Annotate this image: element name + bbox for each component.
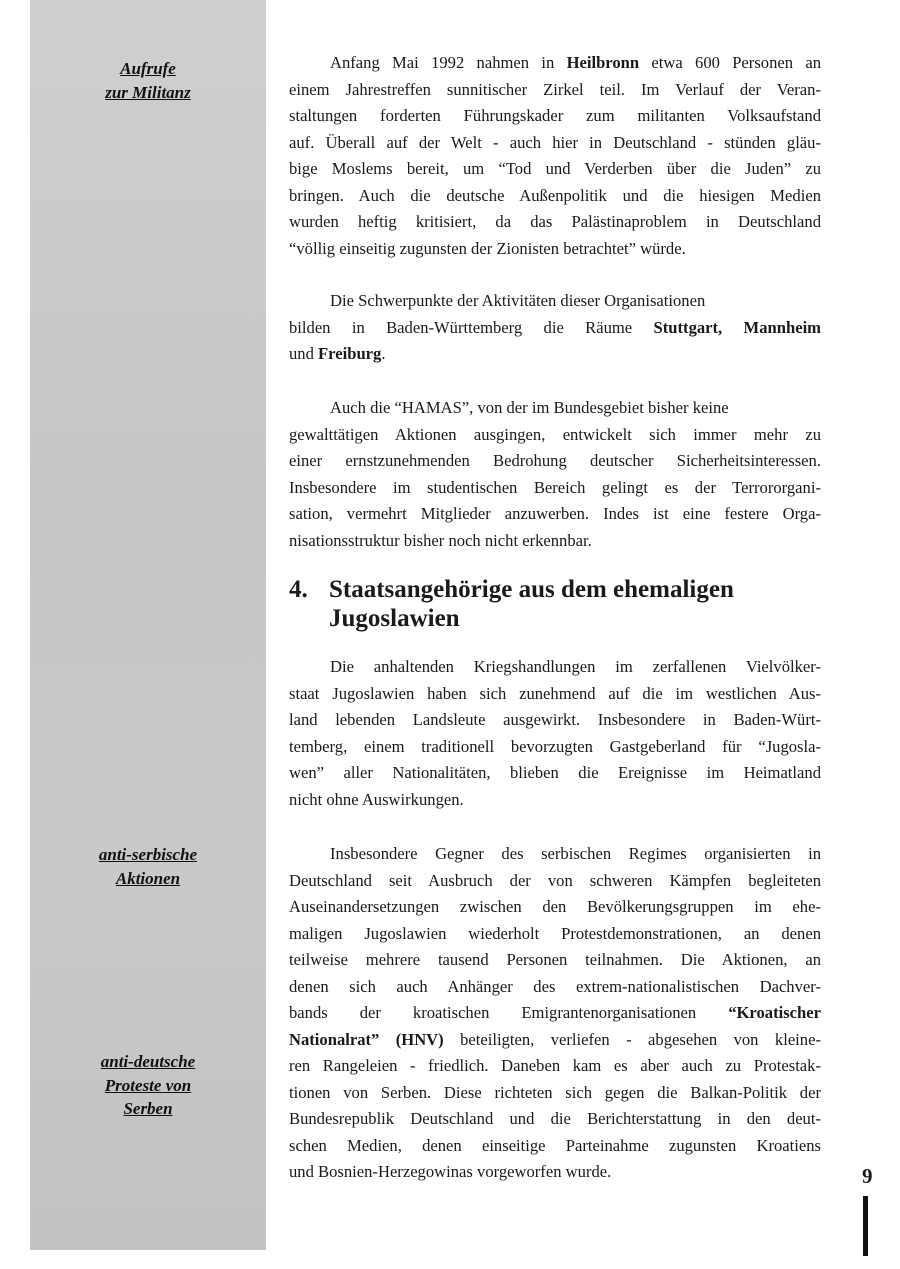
- text-line: und Freiburg.: [289, 344, 386, 363]
- text-line: tionen von Serben. Diese richteten sich gegen die Balkan-Politik der: [289, 1082, 821, 1102]
- paragraph-hamas: [289, 395, 821, 554]
- text-line: staat Jugoslawien haben sich zunehmend auf die im westlichen Aus-: [289, 683, 821, 703]
- text-line: bringen. Auch die deutsche Außenpolitik und die hiesigen Medien: [289, 185, 821, 205]
- text-line: einer ernstzunehmenden Bedrohung deutscher Sicherheitsinteressen.: [289, 451, 821, 470]
- margin-note-line: Serben: [123, 1099, 173, 1118]
- section-title-line: Jugoslawien: [329, 605, 460, 632]
- page-number: 9: [862, 1164, 873, 1188]
- section-heading: [289, 575, 829, 633]
- margin-note-anti-deutsche-proteste: [30, 1050, 266, 1121]
- text-line: nisationsstruktur bisher noch nicht erkennbar.: [289, 530, 592, 550]
- text-line: denen sich auch Anhänger des extrem-nationalistischen Dachver-: [289, 976, 821, 996]
- paragraph-gegner-regime: [289, 841, 821, 1186]
- section-title-line: Staatsangehörige aus dem ehemaligen: [329, 576, 734, 603]
- paragraph-kriegshandlungen: [289, 654, 821, 813]
- margin-note-line: anti-serbische: [98, 845, 198, 864]
- section-number: 4.: [289, 576, 308, 603]
- text-line: bilden in Baden-Württemberg die Räume Stuttgart, Mannheim: [289, 317, 821, 337]
- text-line: wurden heftig kritisiert, da das Palästinaproblem in Deutschland: [289, 212, 821, 231]
- text-line: Bundesrepublik Deutschland und die Berichterstattung in den deut-: [289, 1109, 821, 1128]
- text-line: teilweise mehrere tausend Personen teilnahmen. Die Aktionen, an: [289, 950, 821, 969]
- text-line: Auch die “HAMAS”, von der im Bundesgebiet bisher keine: [330, 398, 729, 417]
- text-line: schen Medien, denen einseitige Parteinahme zugunsten Kroatiens: [289, 1135, 821, 1155]
- text-line: sation, vermehrt Mitglieder anzuwerben. Indes ist eine festere Orga-: [289, 504, 821, 523]
- paragraph-heilbronn: [289, 50, 821, 262]
- text-line: einem Jahrestreffen sunnitischer Zirkel teil. Im Verlauf der Veran-: [289, 79, 821, 99]
- text-line: Auseinandersetzungen zwischen den Bevölkerungsgruppen im ehe-: [289, 897, 821, 916]
- text-line: und Bosnien-Herzegowinas vorgeworfen wurde.: [289, 1162, 612, 1181]
- text-line: Deutschland seit Ausbruch der von schweren Kämpfen begleiteten: [289, 870, 821, 890]
- text-line: bands der kroatischen Emigrantenorganisationen “Kroatischer: [289, 1003, 821, 1022]
- margin-note-line: Aktionen: [115, 868, 181, 888]
- text-line: ren Rangeleien - friedlich. Daneben kam es aber auch zu Protestak-: [289, 1056, 821, 1075]
- text-line: Insbesondere im studentischen Bereich gelingt es der Terrororgani-: [289, 477, 821, 497]
- text-line: wen” aller Nationalitäten, blieben die Ereignisse im Heimatland: [289, 763, 821, 782]
- edge-marker: [863, 1196, 868, 1256]
- text-line: land lebenden Landsleute ausgewirkt. Insbesondere in Baden-Würt-: [289, 710, 821, 729]
- text-line: Die anhaltenden Kriegshandlungen im zerfallenen Vielvölker-: [330, 657, 821, 676]
- text-line: auf. Überall auf der Welt - auch hier in Deutschland - stünden gläu-: [289, 132, 821, 152]
- margin-note-line: Aufrufe: [120, 59, 176, 78]
- text-line: gewalttätigen Aktionen ausgingen, entwickelt sich immer mehr zu: [289, 424, 821, 444]
- text-line: maligen Jugoslawien wiederholt Protestdemonstrationen, an denen: [289, 923, 821, 943]
- text-line: “völlig einseitig zugunsten der Zionisten betrachtet” würde.: [289, 238, 686, 258]
- text-line: nicht ohne Auswirkungen.: [289, 789, 464, 809]
- text-line: staltungen forderten Führungskader zum militanten Volksaufstand: [289, 106, 821, 125]
- text-line: Nationalrat” (HNV) beteiligten, verliefen - abgesehen von kleine-: [289, 1029, 821, 1049]
- text-line: bige Moslems bereit, um “Tod und Verderben über die Juden” zu: [289, 159, 821, 178]
- paragraph-schwerpunkte: [289, 288, 821, 368]
- margin-note-line: anti-deutsche: [100, 1052, 196, 1071]
- text-line: temberg, einem traditionell bevorzugten Gastgeberland für “Jugosla-: [289, 736, 821, 756]
- margin-note-militanz: [30, 57, 266, 104]
- text-line: Insbesondere Gegner des serbischen Regimes organisierten in: [330, 844, 821, 863]
- text-line: Anfang Mai 1992 nahmen in Heilbronn etwa 600 Personen an: [330, 53, 821, 72]
- margin-note-anti-serbische-aktionen: [30, 843, 266, 890]
- margin-note-line: zur Militanz: [105, 82, 191, 102]
- margin-note-line: Proteste von: [104, 1075, 192, 1095]
- text-line: Die Schwerpunkte der Aktivitäten dieser Organisationen: [330, 291, 706, 310]
